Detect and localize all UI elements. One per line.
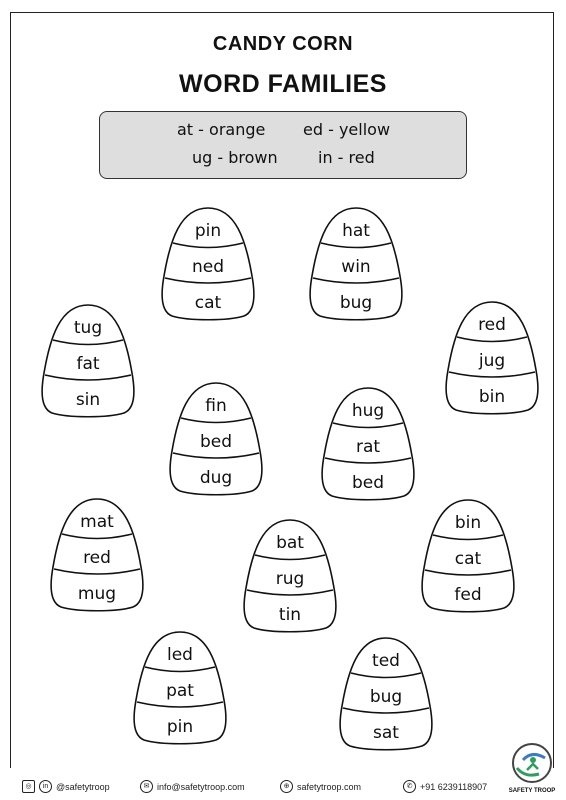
candy-corn — [130, 630, 230, 745]
brand-logo — [505, 738, 559, 798]
candy-word: red — [83, 548, 111, 568]
candy-word: sin — [75, 390, 101, 410]
footer-email[interactable] — [140, 780, 245, 793]
candy-word: bin — [454, 513, 482, 533]
phone-icon: ✆ — [403, 780, 416, 793]
candy-corn — [418, 498, 518, 613]
candy-word: pin — [166, 717, 194, 737]
candy-corn — [166, 381, 266, 496]
candy-word: hat — [342, 221, 370, 241]
candy-word: pin — [194, 221, 222, 241]
globe-icon: ⊕ — [280, 780, 293, 793]
candy-word: fin — [205, 396, 227, 416]
candy-word: bat — [276, 533, 304, 553]
linkedin-icon: in — [39, 780, 52, 793]
key-in: in - red — [318, 148, 375, 167]
candy-word: bug — [339, 293, 373, 313]
candy-word: fat — [76, 354, 100, 374]
candy-corn — [240, 518, 340, 633]
candy-corn — [38, 303, 138, 418]
footer-website[interactable] — [280, 780, 361, 793]
candy-word: win — [341, 257, 371, 277]
candy-word: dug — [199, 468, 233, 488]
candy-corn — [158, 206, 258, 321]
color-key-box — [99, 111, 467, 179]
candy-word: mat — [80, 512, 114, 532]
key-at: at - orange — [177, 120, 266, 139]
candy-word: ted — [372, 651, 400, 671]
candy-word: rug — [275, 569, 305, 589]
footer-website-text: safetytroop.com — [297, 781, 362, 792]
brand-name: SAFETY TROOP — [508, 788, 556, 794]
candy-word: bed — [351, 473, 385, 493]
candy-word: red — [478, 315, 506, 335]
footer-social[interactable] — [22, 780, 110, 793]
candy-word: rat — [355, 437, 381, 457]
logo-mark — [505, 738, 559, 788]
key-ug: ug - brown — [192, 148, 278, 167]
worksheet-subtitle: WORD FAMILIES — [179, 70, 387, 98]
candy-word: sat — [373, 723, 399, 743]
footer-phone-text: +91 6239118907 — [420, 781, 488, 792]
candy-corn — [318, 386, 418, 501]
candy-word: jug — [478, 351, 506, 371]
candy-corn — [336, 636, 436, 751]
candy-word: led — [167, 645, 193, 665]
footer-social-handle: @safetytroop — [56, 781, 110, 792]
instagram-icon: ◎ — [22, 780, 35, 793]
candy-word: cat — [454, 549, 482, 569]
worksheet-title: CANDY CORN — [212, 33, 354, 55]
candy-corn — [442, 300, 542, 415]
candy-word: hug — [351, 401, 385, 421]
candy-word: ned — [191, 257, 225, 277]
candy-corn — [47, 497, 147, 612]
key-ed: ed - yellow — [303, 120, 391, 139]
candy-word: tin — [278, 605, 302, 625]
email-icon: ✉ — [140, 780, 153, 793]
footer-email-text: info@safetytroop.com — [157, 781, 245, 792]
candy-word: mug — [77, 584, 117, 604]
candy-word: bed — [199, 432, 233, 452]
candy-corn — [306, 206, 406, 321]
candy-word: bug — [369, 687, 403, 707]
candy-word: cat — [194, 293, 222, 313]
candy-word: fed — [454, 585, 482, 605]
footer-phone[interactable] — [403, 780, 487, 793]
candy-word: tug — [73, 318, 103, 338]
candy-word: pat — [166, 681, 194, 701]
candy-word: bin — [478, 387, 506, 407]
footer — [0, 776, 566, 800]
